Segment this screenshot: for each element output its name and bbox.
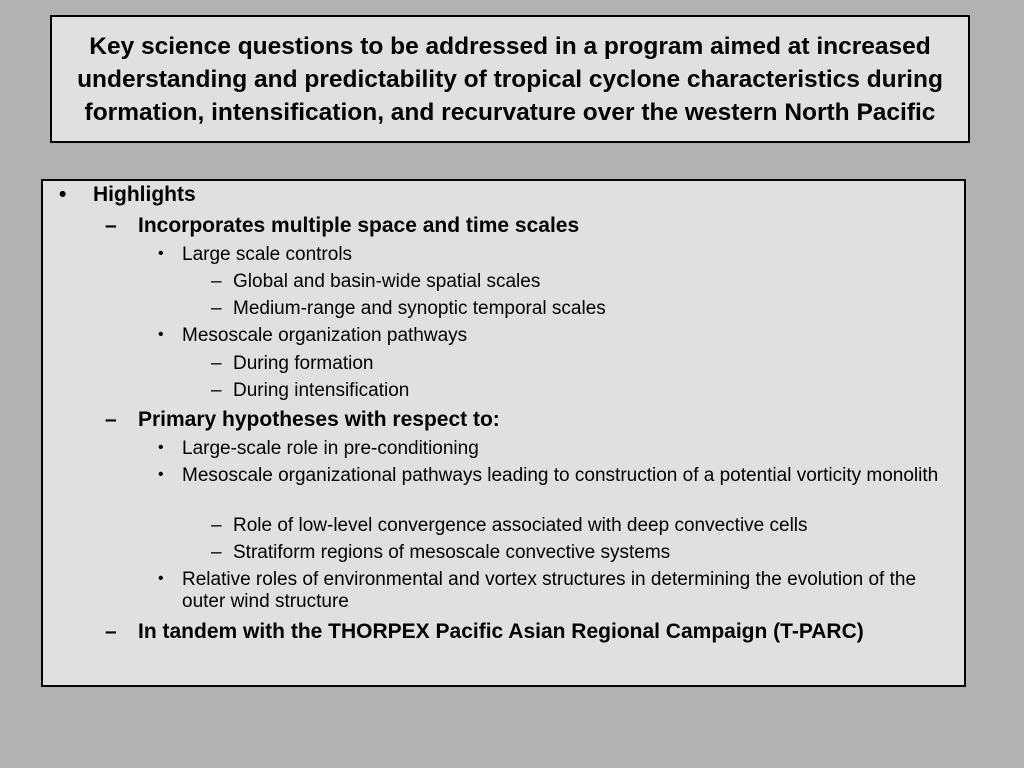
bullet-text: Primary hypotheses with respect to: [138,408,500,431]
bullet-text: Global and basin-wide spatial scales [233,271,541,292]
bullet-marker: • [158,466,164,483]
bullet-marker: – [105,214,117,237]
bullet-marker: • [59,183,67,206]
bullet-text: Incorporates multiple space and time scales [138,214,580,237]
bullet-marker: – [211,515,222,536]
bullet-marker: – [211,271,222,292]
bullet-marker: • [158,570,164,587]
slide-title: Key science questions to be addressed in a program aimed at increased understanding and predictability of tropical cyclone characteristics during formation, intensification, and recurvature over the western North Pacific [77,32,943,126]
bullet-text: In tandem with the THORPEX Pacific Asian Regional Campaign (T-PARC) [138,620,864,643]
bullet-marker: • [158,439,164,456]
bullet-marker: • [158,245,164,262]
title-box [50,15,970,143]
bullet-text: During intensification [233,380,410,401]
bullet-marker: – [211,542,222,563]
bullet-marker: – [211,353,222,374]
bullet-text: Large scale controls [182,244,353,265]
bullet-marker: – [105,620,117,643]
bullet-marker: – [211,380,222,401]
bullet-text: Mesoscale organizational pathways leading to construction of a potential vorticity monolith [182,465,939,486]
content-box [41,179,966,687]
bullet-text: Highlights [93,183,196,206]
bullet-text: Medium-range and synoptic temporal scales [233,298,606,319]
bullet-text: Stratiform regions of mesoscale convective systems [233,542,671,563]
bullet-marker: – [211,298,222,319]
bullet-marker: – [105,408,117,431]
bullet-text: Mesoscale organization pathways [182,325,468,346]
bullet-text: Role of low-level convergence associated with deep convective cells [233,515,808,536]
bullet-text: During formation [233,353,374,374]
bullet-text: Relative roles of environmental and vortex structures in determining the evolution of the outer wind structure [182,569,917,612]
bullet-marker: • [158,326,164,343]
bullet-text: Large-scale role in pre-conditioning [182,438,479,459]
